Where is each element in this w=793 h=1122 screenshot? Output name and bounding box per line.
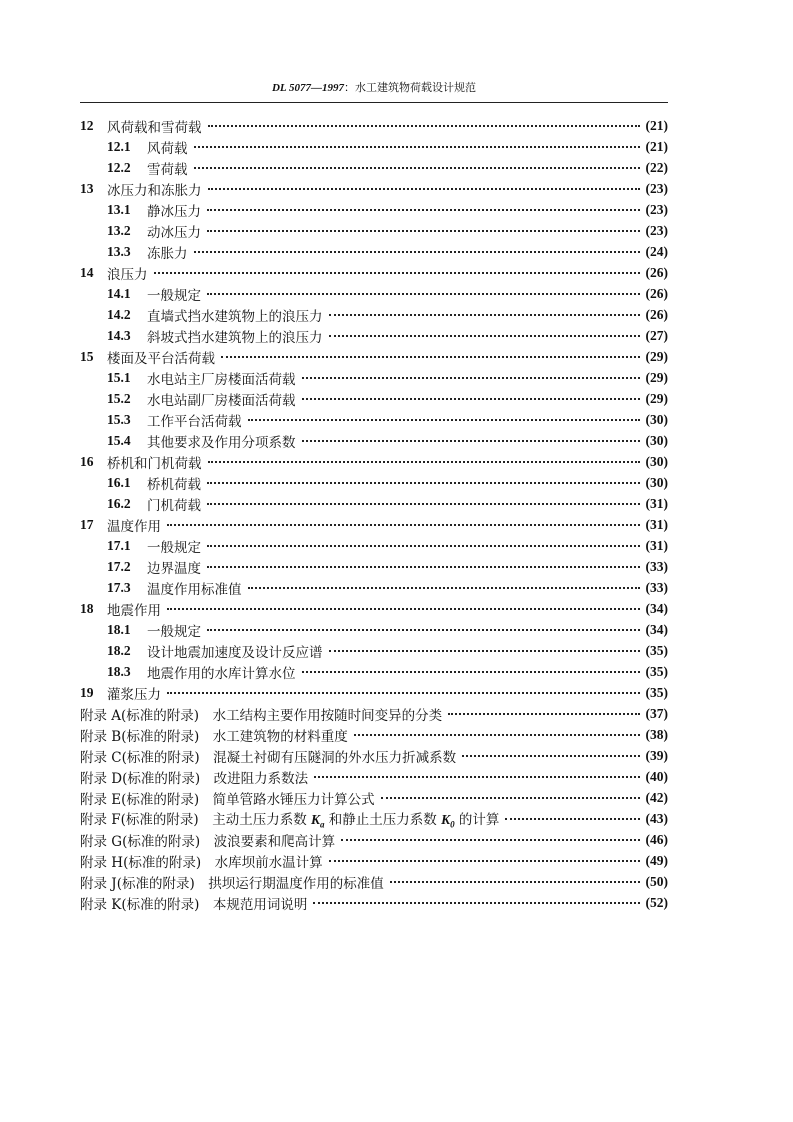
toc-entry[interactable] [80, 703, 668, 724]
toc-entry-title: 附录 D(标准的附录) 改进阻力系数法 [80, 770, 309, 787]
toc-entry-title: 动冰压力 [147, 224, 201, 241]
toc-entry-number: 19 [80, 684, 94, 700]
toc-entry[interactable] [80, 829, 668, 850]
table-of-contents [80, 115, 668, 913]
toc-entry-title: 冻胀力 [147, 245, 188, 262]
symbol-letter: K [311, 811, 321, 827]
toc-entry[interactable] [80, 262, 668, 283]
toc-entry-page: (34) [645, 600, 668, 616]
toc-entry-page: (33) [645, 558, 668, 574]
toc-entry-page: (24) [645, 243, 668, 259]
dot-leader [207, 545, 640, 547]
dot-leader [302, 398, 641, 400]
toc-entry-page: (30) [645, 474, 668, 490]
dot-leader [314, 776, 640, 778]
toc-entry[interactable] [80, 199, 668, 220]
toc-entry-title: 冰压力和冻胀力 [107, 182, 202, 199]
toc-entry-page: (35) [645, 684, 668, 700]
dot-leader [207, 629, 640, 631]
toc-entry-title: 楼面及平台活荷载 [107, 350, 215, 367]
dot-leader [248, 419, 641, 421]
toc-entry[interactable] [80, 241, 668, 262]
dot-leader [448, 713, 640, 715]
dot-leader [329, 860, 640, 862]
toc-entry-page: (43) [645, 810, 668, 826]
toc-entry[interactable] [80, 724, 668, 745]
toc-entry[interactable] [80, 892, 668, 913]
symbol-subscript: 0 [450, 819, 455, 830]
toc-entry-page: (29) [645, 348, 668, 364]
dot-leader [302, 671, 641, 673]
toc-entry[interactable] [80, 598, 668, 619]
toc-entry-title: 斜坡式挡水建筑物上的浪压力 [147, 329, 323, 346]
toc-entry-title: 水电站副厂房楼面活荷载 [147, 392, 296, 409]
toc-entry-title: 温度作用标准值 [147, 581, 242, 598]
toc-entry-page: (30) [645, 411, 668, 427]
toc-entry-page: (42) [645, 789, 668, 805]
toc-entry-title: 风荷载 [147, 140, 188, 157]
toc-entry-number: 16.2 [107, 495, 131, 511]
toc-entry-page: (35) [645, 642, 668, 658]
dot-leader [207, 503, 640, 505]
toc-entry[interactable] [80, 157, 668, 178]
dot-leader [221, 356, 640, 358]
toc-entry[interactable] [80, 766, 668, 787]
toc-entry[interactable] [80, 472, 668, 493]
toc-entry-title: 温度作用 [107, 518, 161, 535]
toc-entry-number: 18 [80, 600, 94, 616]
toc-entry-page: (26) [645, 285, 668, 301]
toc-entry-page: (27) [645, 327, 668, 343]
dot-leader [207, 230, 640, 232]
toc-entry[interactable] [80, 808, 668, 829]
dot-leader [341, 839, 640, 841]
coefficient-symbol [441, 811, 455, 830]
toc-entry[interactable] [80, 745, 668, 766]
toc-entry-number: 13.1 [107, 201, 131, 217]
dot-leader [208, 125, 641, 127]
toc-entry-page: (35) [645, 663, 668, 679]
toc-entry-number: 18.1 [107, 621, 131, 637]
toc-entry-number: 12.1 [107, 138, 131, 154]
toc-entry-title-text: 和静止土压力系数 [324, 811, 442, 828]
toc-entry[interactable] [80, 577, 668, 598]
toc-entry-page: (21) [645, 117, 668, 133]
dot-leader [154, 272, 641, 274]
toc-entry-page: (23) [645, 201, 668, 217]
toc-entry-number: 14.2 [107, 306, 131, 322]
toc-entry[interactable] [80, 556, 668, 577]
toc-entry-page: (29) [645, 369, 668, 385]
toc-entry-number: 17.3 [107, 579, 131, 595]
toc-entry-title: 桥机荷载 [147, 476, 201, 493]
toc-entry-title: 一般规定 [147, 287, 201, 304]
toc-entry-number: 15.3 [107, 411, 131, 427]
toc-entry-title: 其他要求及作用分项系数 [147, 434, 296, 451]
toc-entry-title: 雪荷载 [147, 161, 188, 178]
toc-entry[interactable] [80, 283, 668, 304]
toc-entry-number: 17.2 [107, 558, 131, 574]
toc-entry[interactable] [80, 850, 668, 871]
toc-entry-title: 一般规定 [147, 539, 201, 556]
toc-entry-title: 附录 C(标准的附录) 混凝土衬砌有压隧洞的外水压力折减系数 [80, 749, 457, 766]
toc-entry[interactable] [80, 661, 668, 682]
toc-entry[interactable] [80, 325, 668, 346]
toc-entry[interactable] [80, 787, 668, 808]
dot-leader [390, 881, 640, 883]
toc-entry-page: (50) [645, 873, 668, 889]
toc-entry-page: (46) [645, 831, 668, 847]
toc-entry-page: (49) [645, 852, 668, 868]
toc-entry[interactable] [80, 346, 668, 367]
toc-entry-title: 桥机和门机荷载 [107, 455, 202, 472]
toc-entry[interactable] [80, 514, 668, 535]
toc-entry-number: 13 [80, 180, 94, 196]
toc-entry-page: (52) [645, 894, 668, 910]
toc-entry-title-text: 的计算 [454, 811, 500, 828]
toc-entry-title-text: 附录 F(标准的附录) 主动土压力系数 [80, 811, 307, 828]
dot-leader [329, 650, 641, 652]
toc-entry[interactable] [80, 367, 668, 388]
toc-entry-page: (31) [645, 537, 668, 553]
toc-entry-page: (21) [645, 138, 668, 154]
symbol-letter: K [441, 811, 451, 827]
dot-leader [462, 755, 640, 757]
toc-entry-number: 15.1 [107, 369, 131, 385]
toc-entry[interactable] [80, 682, 668, 703]
toc-entry-number: 18.3 [107, 663, 131, 679]
dot-leader [208, 461, 641, 463]
toc-entry-page: (23) [645, 180, 668, 196]
toc-entry-title: 附录 H(标准的附录) 水库坝前水温计算 [80, 854, 323, 871]
toc-entry-number: 15.4 [107, 432, 131, 448]
toc-entry-page: (37) [645, 705, 668, 721]
toc-entry-page: (31) [645, 516, 668, 532]
toc-entry[interactable] [80, 430, 668, 451]
toc-entry-page: (29) [645, 390, 668, 406]
toc-entry-number: 12 [80, 117, 94, 133]
toc-entry[interactable] [80, 388, 668, 409]
toc-entry-number: 14.1 [107, 285, 131, 301]
toc-entry-page: (26) [645, 264, 668, 280]
dot-leader [329, 314, 641, 316]
toc-entry-number: 17.1 [107, 537, 131, 553]
toc-entry-title: 附录 A(标准的附录) 水工结构主要作用按随时间变异的分类 [80, 707, 443, 724]
toc-entry-page: (34) [645, 621, 668, 637]
running-header [80, 80, 668, 102]
header-separator: ： [344, 81, 355, 94]
toc-entry[interactable] [80, 304, 668, 325]
toc-entry-number: 14 [80, 264, 94, 280]
toc-entry-page: (26) [645, 306, 668, 322]
toc-entry[interactable] [80, 493, 668, 514]
toc-entry[interactable] [80, 451, 668, 472]
toc-entry[interactable] [80, 220, 668, 241]
toc-entry-number: 16.1 [107, 474, 131, 490]
toc-entry-page: (33) [645, 579, 668, 595]
toc-entry-number: 14.3 [107, 327, 131, 343]
toc-entry[interactable] [80, 619, 668, 640]
dot-leader [505, 818, 640, 820]
toc-entry-page: (30) [645, 453, 668, 469]
dot-leader [381, 797, 640, 799]
toc-entry-number: 13.2 [107, 222, 131, 238]
toc-entry[interactable] [80, 640, 668, 661]
toc-entry-number: 16 [80, 453, 94, 469]
toc-entry-page: (30) [645, 432, 668, 448]
dot-leader [208, 188, 641, 190]
toc-entry[interactable] [80, 115, 668, 136]
toc-entry-page: (22) [645, 159, 668, 175]
toc-entry-title: 浪压力 [107, 266, 148, 283]
toc-entry-page: (40) [645, 768, 668, 784]
dot-leader [167, 692, 640, 694]
toc-entry-title: 直墙式挡水建筑物上的浪压力 [147, 308, 323, 325]
toc-entry-number: 15.2 [107, 390, 131, 406]
dot-leader [207, 566, 640, 568]
toc-entry[interactable] [80, 409, 668, 430]
toc-entry-title: 附录 B(标准的附录) 水工建筑物的材料重度 [80, 728, 348, 745]
toc-entry[interactable] [80, 871, 668, 892]
dot-leader [329, 335, 641, 337]
toc-entry[interactable] [80, 136, 668, 157]
toc-entry-number: 18.2 [107, 642, 131, 658]
dot-leader [167, 524, 640, 526]
toc-entry-title: 一般规定 [147, 623, 201, 640]
toc-entry-number: 13.3 [107, 243, 131, 259]
toc-entry-title: 附录 K(标准的附录) 本规范用词说明 [80, 896, 308, 913]
toc-entry-number: 15 [80, 348, 94, 364]
coefficient-symbol [311, 811, 325, 830]
toc-entry-title: 风荷载和雪荷载 [107, 119, 202, 136]
dot-leader [207, 482, 640, 484]
toc-entry-title: 灌浆压力 [107, 686, 161, 703]
toc-entry-title: 地震作用的水库计算水位 [147, 665, 296, 682]
toc-entry-title: 地震作用 [107, 602, 161, 619]
dot-leader [313, 902, 640, 904]
toc-entry-title: 水电站主厂房楼面活荷载 [147, 371, 296, 388]
dot-leader [194, 251, 641, 253]
toc-entry-title: 门机荷载 [147, 497, 201, 514]
toc-entry-title: 设计地震加速度及设计反应谱 [147, 644, 323, 661]
dot-leader [302, 377, 641, 379]
toc-entry-number: 12.2 [107, 159, 131, 175]
toc-entry-page: (31) [645, 495, 668, 511]
toc-entry[interactable] [80, 535, 668, 556]
toc-entry-title [80, 808, 505, 830]
dot-leader [194, 167, 641, 169]
toc-entry-title: 工作平台活荷载 [147, 413, 242, 430]
dot-leader [302, 440, 641, 442]
toc-entry[interactable] [80, 178, 668, 199]
dot-leader [194, 146, 641, 148]
standard-code: DL 5077—1997 [271, 82, 344, 94]
dot-leader [248, 587, 641, 589]
toc-entry-page: (23) [645, 222, 668, 238]
toc-entry-title: 附录 E(标准的附录) 简单管路水锤压力计算公式 [80, 791, 375, 808]
dot-leader [167, 608, 640, 610]
toc-entry-title: 静冰压力 [147, 203, 201, 220]
toc-entry-title: 附录 G(标准的附录) 波浪要素和爬高计算 [80, 833, 336, 850]
toc-entry-number: 17 [80, 516, 94, 532]
header-title: 水工建筑物荷载设计规范 [355, 81, 476, 94]
toc-entry-page: (39) [645, 747, 668, 763]
toc-entry-title: 附录 J(标准的附录) 拱坝运行期温度作用的标准值 [80, 875, 384, 892]
header-rule [80, 102, 668, 103]
symbol-subscript: a [320, 819, 325, 830]
dot-leader [207, 209, 640, 211]
dot-leader [207, 293, 640, 295]
toc-entry-page: (38) [645, 726, 668, 742]
toc-entry-title: 边界温度 [147, 560, 201, 577]
dot-leader [354, 734, 640, 736]
